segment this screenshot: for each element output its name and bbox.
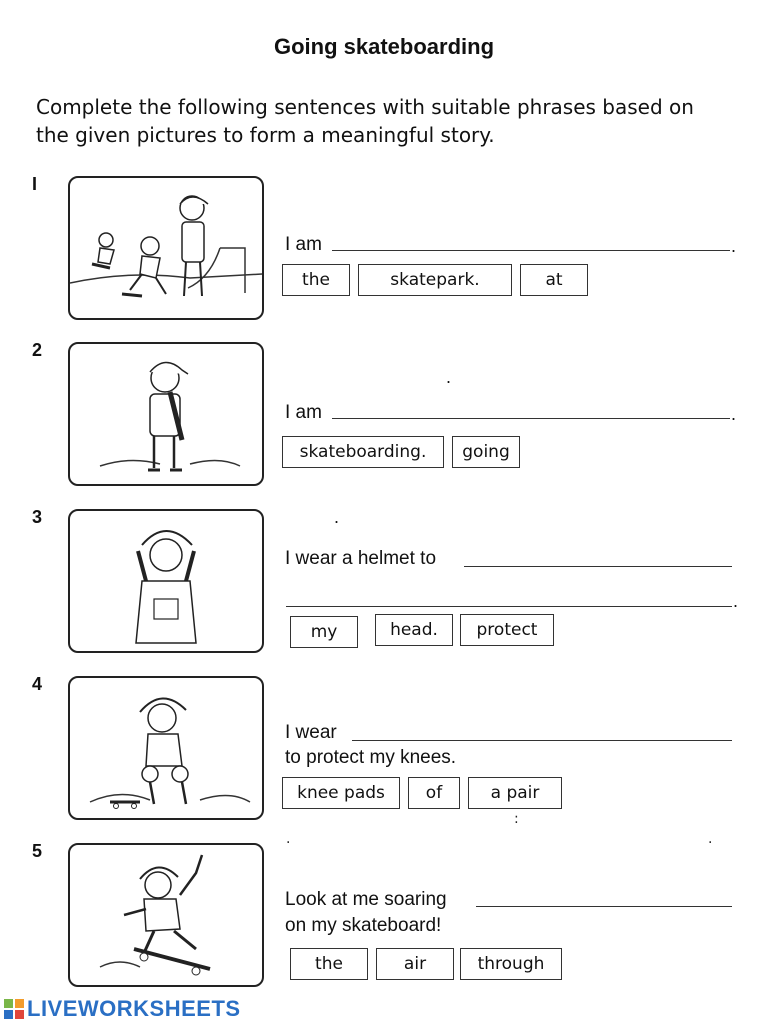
chip-air[interactable]: air (376, 948, 454, 980)
exercise-number: 4 (32, 674, 43, 694)
answer-line[interactable] (352, 740, 732, 741)
chip-my[interactable]: my (290, 616, 358, 648)
exercise-number: 2 (32, 340, 43, 360)
skatepark-picture (68, 176, 264, 320)
chip-at[interactable]: at (520, 264, 588, 296)
knee-pads-picture (68, 676, 264, 820)
worksheet-title: Going skateboarding (273, 34, 495, 59)
chip-knee-pads[interactable]: knee pads (282, 777, 400, 809)
exercise-number: 5 (32, 841, 43, 861)
sentence-3: I wear a helmet to (285, 548, 437, 569)
chip-of[interactable]: of (408, 777, 460, 809)
exercise-number: I (32, 174, 38, 194)
boy-with-knee-pads-illustration (70, 678, 262, 818)
chip-head[interactable]: head. (375, 614, 453, 646)
soaring-picture (68, 843, 264, 987)
stray-mark: : (514, 811, 519, 827)
instructions: Complete the following sentences with suitable phrases based on the given pictures to form a meaningful story. (36, 95, 694, 147)
sentence-4-part-2: to protect my knees. (285, 747, 457, 768)
chip-the[interactable]: the (282, 264, 350, 296)
stray-dot: . (334, 507, 340, 527)
boy-skateboard-picture (68, 342, 264, 486)
stray-mark: · (708, 835, 713, 851)
answer-line[interactable] (332, 250, 730, 251)
answer-line[interactable] (286, 606, 732, 607)
end-mark: . (731, 236, 737, 256)
chip-the[interactable]: the (290, 948, 368, 980)
answer-line[interactable] (476, 906, 732, 907)
exercise-number: 3 (32, 507, 43, 527)
chip-protect[interactable]: protect (460, 614, 554, 646)
children-at-skatepark-illustration (70, 178, 262, 318)
stray-dot: . (446, 367, 452, 387)
liveworksheets-footer (4, 996, 241, 1022)
sentence-5-part-1: Look at me soaring (285, 889, 447, 910)
answer-line[interactable] (332, 418, 730, 419)
end-mark: . (731, 404, 737, 424)
helmet-picture (68, 509, 264, 653)
stray-mark: · (286, 835, 291, 851)
sentence-4-part-1: I wear (285, 722, 337, 743)
liveworksheets-logo-icon (4, 999, 24, 1019)
sentence-1: I am (285, 234, 322, 255)
brand-name: LIVEWORKSHEETS (27, 996, 241, 1021)
chip-through[interactable]: through (460, 948, 562, 980)
boy-putting-on-helmet-illustration (70, 511, 262, 651)
boy-jumping-on-skateboard-illustration (70, 845, 262, 985)
sentence-5-part-2: on my skateboard! (285, 915, 442, 936)
chip-a-pair[interactable]: a pair (468, 777, 562, 809)
sentence-2: I am (285, 402, 322, 423)
chip-skatepark[interactable]: skatepark. (358, 264, 512, 296)
boy-holding-skateboard-illustration (70, 344, 262, 484)
chip-going[interactable]: going (452, 436, 520, 468)
chip-skateboarding[interactable]: skateboarding. (282, 436, 444, 468)
answer-line[interactable] (464, 566, 732, 567)
end-mark: . (733, 591, 739, 611)
